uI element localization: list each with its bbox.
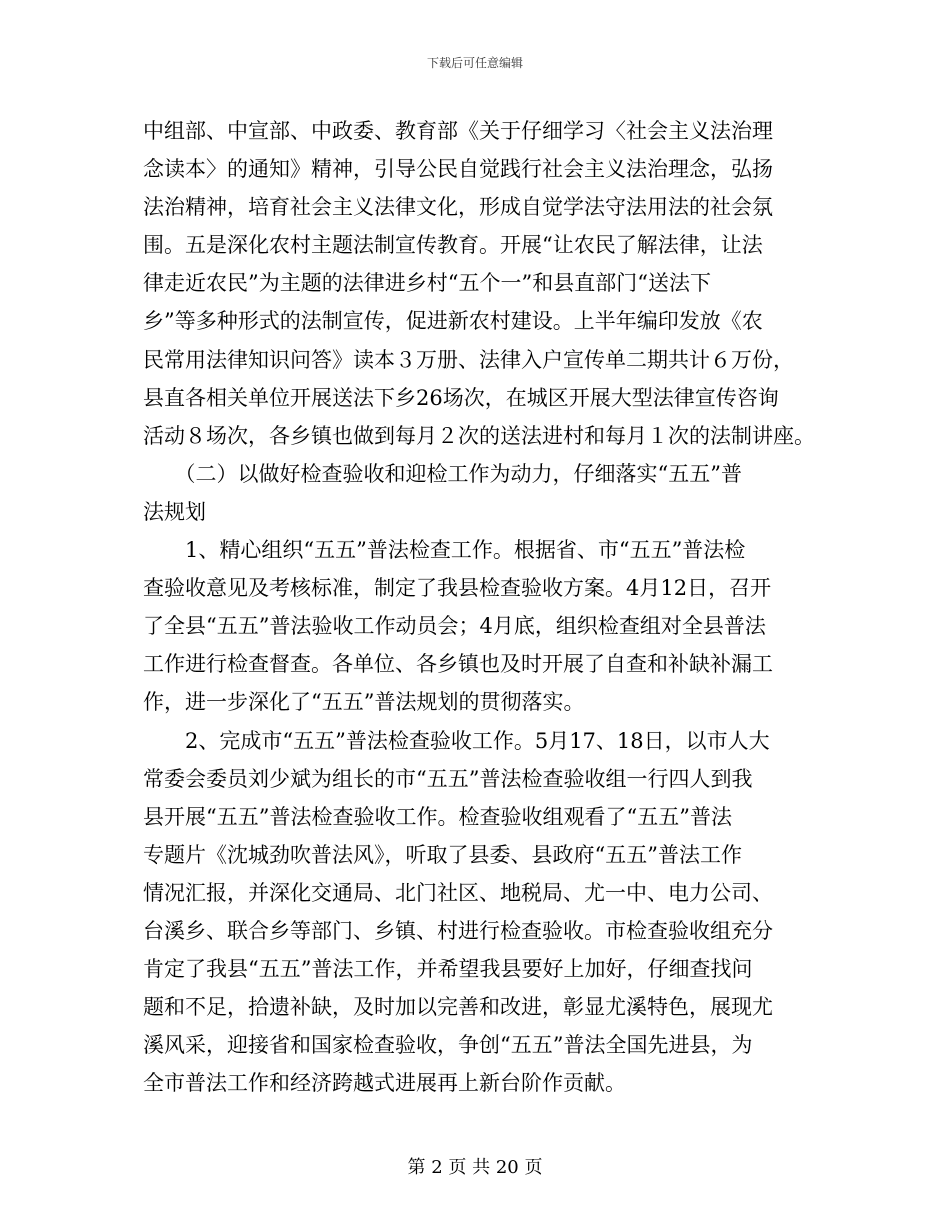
text-line: 台溪乡、联合乡等部门、乡镇、村进行检查验收。市检查验收组充分 — [143, 918, 773, 943]
text-line: 了全县“五五”普法验收工作动员会；4月底，组织检查组对全县普法 — [143, 614, 766, 639]
text-line: 专题片《沈城劲吹普法风》，听取了县委、县政府“五五”普法工作 — [143, 842, 742, 867]
text-line: 查验收意见及考核标准，制定了我县检查验收方案。4月12日，召开 — [143, 576, 772, 601]
text-line: 作，进一步深化了“五五”普法规划的贯彻落实。 — [143, 690, 585, 715]
text-line: 1、精心组织“五五”普法检查工作。根据省、市“五五”普法检 — [143, 538, 746, 563]
text-line: 乡”等多种形式的法制宣传，促进新农村建设。上半年编印发放《农 — [143, 309, 763, 334]
text-line: 活动８场次，各乡镇也做到每月２次的送法进村和每月１次的法制讲座。 — [143, 423, 815, 448]
page-number-footer: 第 2 页 共 20 页 — [407, 1157, 543, 1178]
text-line: 溪风采，迎接省和国家检查验收，争创“五五”普法全国先进县，为 — [143, 1033, 753, 1058]
text-line: 县开展“五五”普法检查验收工作。检查验收组观看了“五五”普法 — [143, 804, 732, 829]
text-line: 全市普法工作和经济跨越式进展再上新台阶作贡献。 — [143, 1071, 626, 1096]
text-line: 围。五是深化农村主题法制宣传教育。开展“让农民了解法律，让法 — [143, 233, 763, 258]
text-line: 中组部、中宣部、中政委、教育部《关于仔细学习〈社会主义法治理 — [143, 119, 773, 143]
text-line: 工作进行检查督查。各单位、各乡镇也及时开展了自查和补缺补漏工 — [143, 652, 773, 677]
text-line: 民常用法律知识问答》读本３万册、法律入户宣传单二期共计６万份， — [143, 347, 794, 372]
body-text — [143, 112, 833, 1102]
text-line: 律走近农民”为主题的法律进乡村“五个一”和县直部门“送法下 — [143, 271, 711, 296]
text-line: 县直各相关单位开展送法下乡26场次，在城区开展大型法律宣传咨询 — [143, 385, 779, 410]
text-line: 法治精神，培育社会主义法律文化，形成自觉学法守法用法的社会氛 — [143, 195, 773, 220]
section-heading-line: 法规划 — [143, 499, 206, 524]
text-line: 常委会委员刘少斌为组长的市“五五”普法检查验收组一行四人到我 — [143, 766, 753, 791]
section-heading-line: （二）以做好检查验收和迎检工作为动力，仔细落实“五五”普 — [143, 461, 742, 486]
text-line: 肯定了我县“五五”普法工作，并希望我县要好上加好，仔细查找问 — [143, 957, 753, 982]
text-line: 念读本〉的通知》精神，引导公民自觉践行社会主义法治理念，弘扬 — [143, 157, 773, 182]
text-line: 题和不足，拾遗补缺，及时加以完善和改进，彰显尤溪特色，展现尤 — [143, 995, 773, 1020]
text-line: 2、完成市“五五”普法检查验收工作。5月17、18日，以市人大 — [143, 728, 770, 753]
page-header: 下载后可任意编辑 — [426, 56, 523, 70]
text-line: 情况汇报，并深化交通局、北门社区、地税局、尤一中、电力公司、 — [143, 880, 773, 905]
